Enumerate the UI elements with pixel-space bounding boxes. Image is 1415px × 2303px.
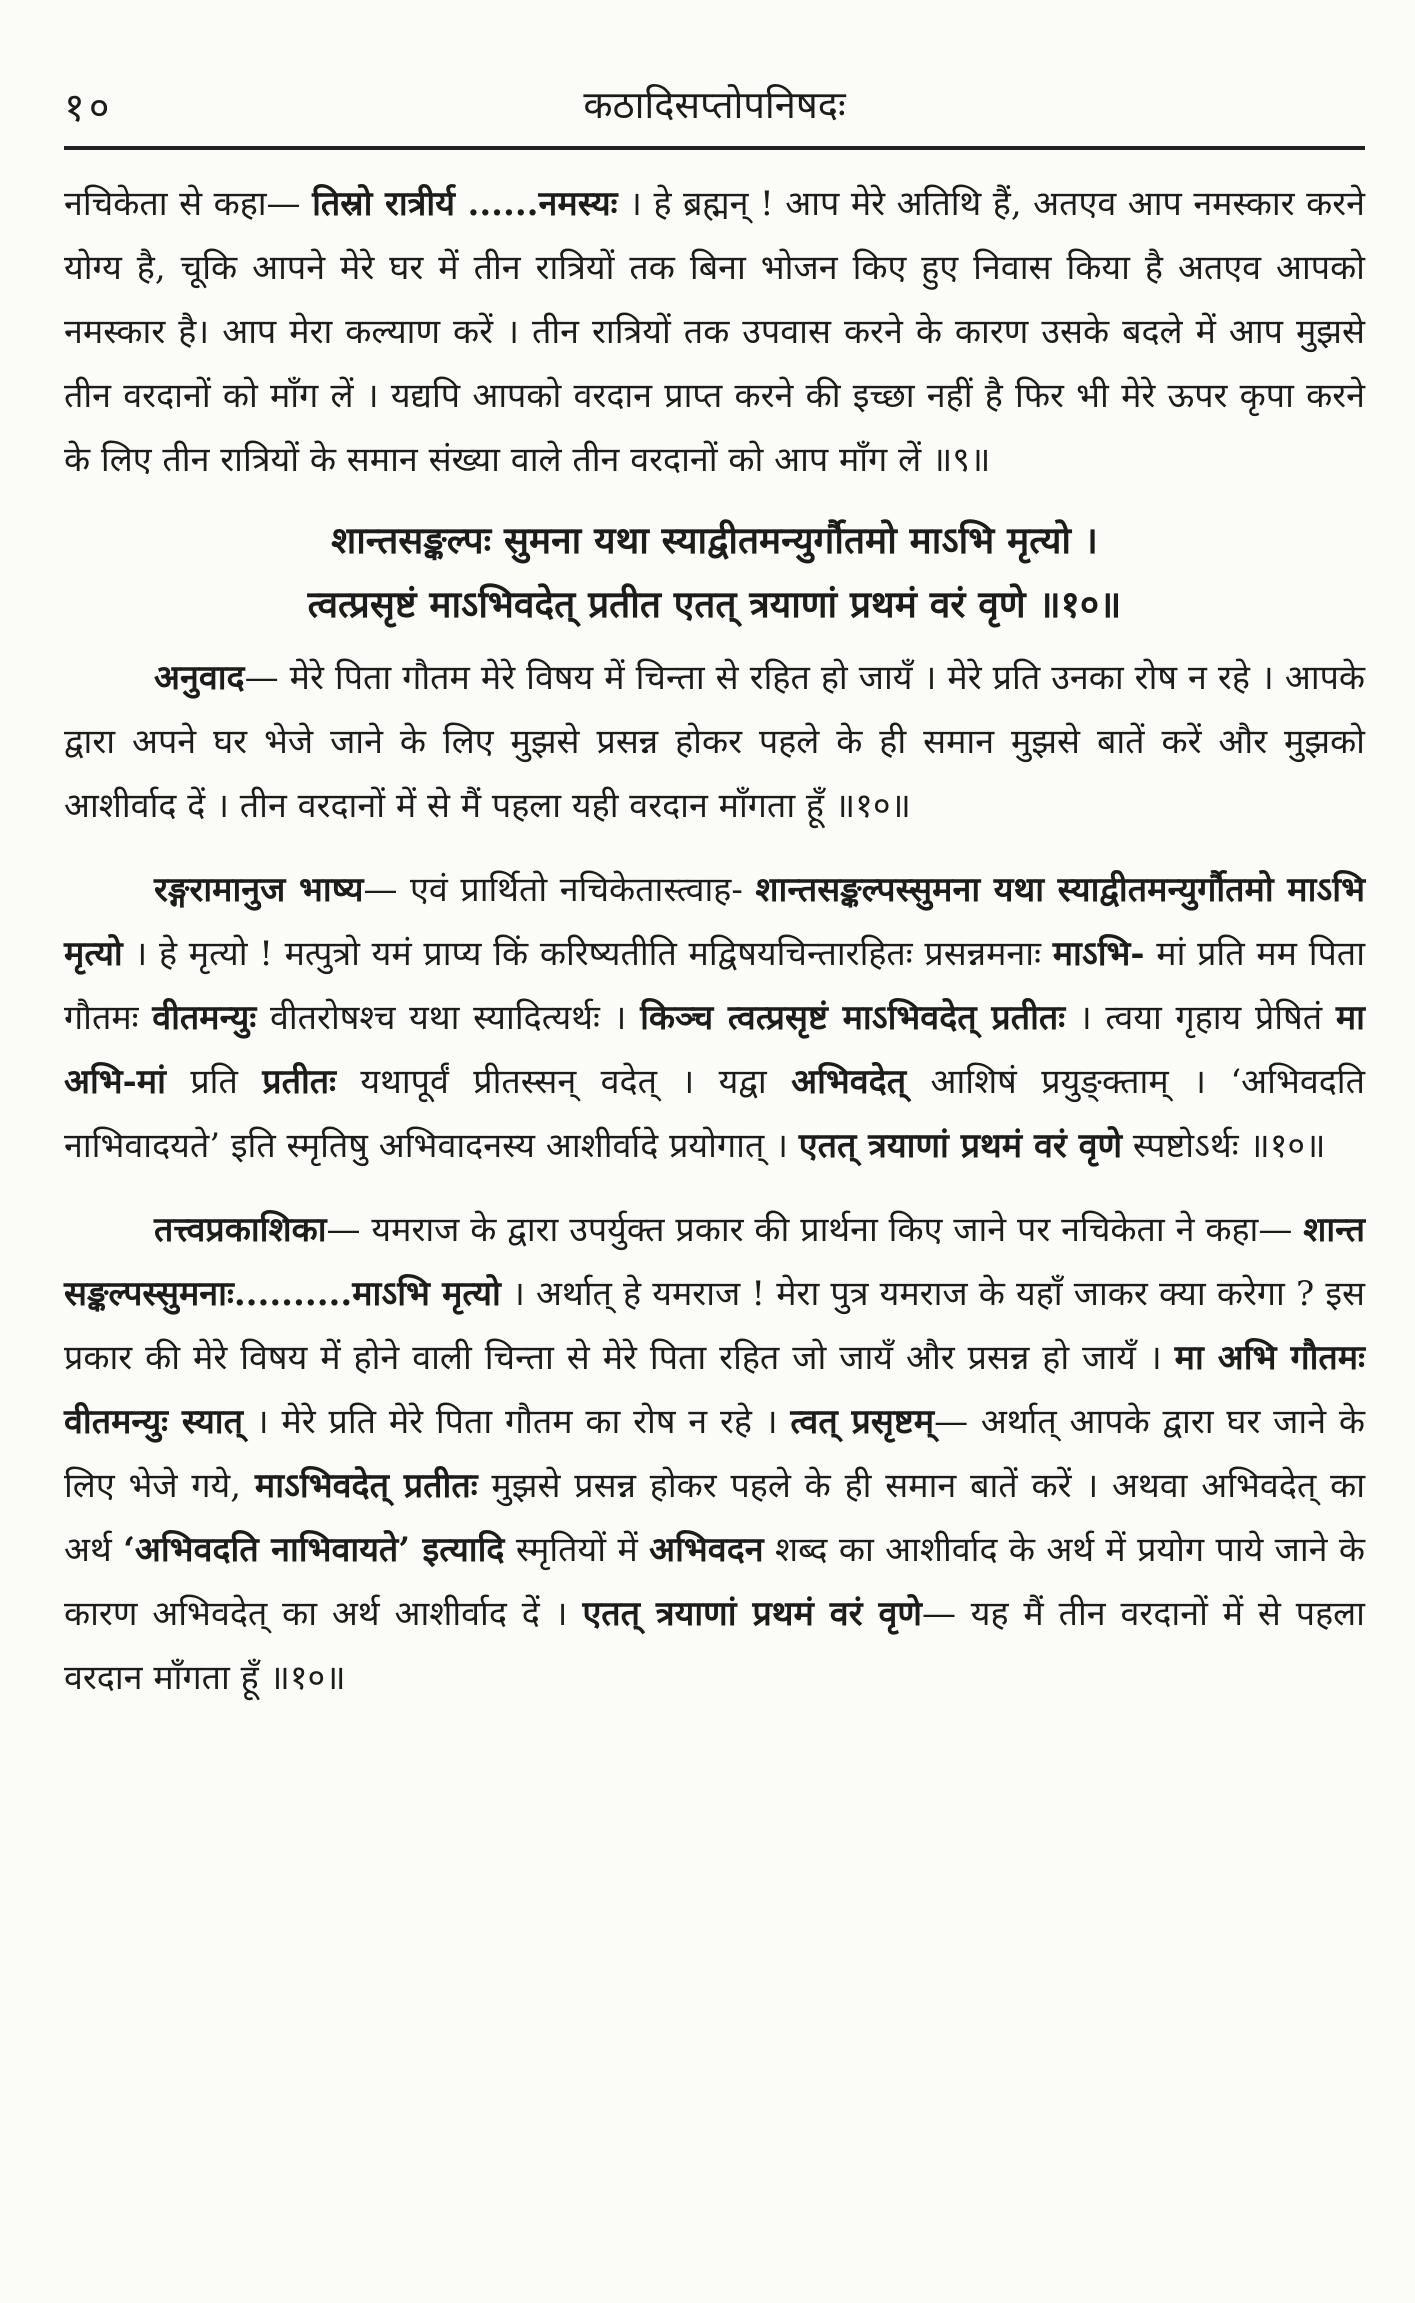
bhashya-text: — एवं प्रार्थितो नचिकेतास्त्वाह- bbox=[363, 870, 756, 910]
tattva-text: — यह मैं तीन वरदानों में से पहला वरदान माँगता हूँ ॥१०॥ bbox=[64, 1594, 1365, 1698]
paragraph-intro bbox=[64, 172, 1365, 492]
running-title: कठादिसप्तोपनिषदः bbox=[583, 83, 846, 127]
bhashya-bold: किञ्च त्वत्प्रसृष्टं माऽभिवदेत् प्रतीतः bbox=[640, 998, 1066, 1038]
anuvad-label: अनुवाद bbox=[154, 658, 245, 698]
page-header bbox=[64, 70, 1365, 146]
tattva-text: स्मृतियों में bbox=[504, 1530, 650, 1570]
header-rule bbox=[64, 146, 1365, 150]
bhashya-text: प्रति bbox=[165, 1062, 263, 1102]
verse-line-2: त्वत्प्रसृष्टं माऽभिवदेत् प्रतीत एतत् त्रयाणां प्रथमं वरं वृणे ॥१०॥ bbox=[307, 582, 1122, 626]
bhashya-text: स्पष्टोऽर्थः ॥१०॥ bbox=[1122, 1126, 1326, 1166]
page-number: १० bbox=[64, 85, 114, 131]
tattva-bold: अभिवदन bbox=[649, 1530, 764, 1570]
bhashya-text: यथापूर्वं प्रीतस्सन् वदेत् । यद्वा bbox=[336, 1062, 792, 1102]
tattva-bold: मा अभि गौतमः वीतमन्युः स्यात् bbox=[64, 1338, 1365, 1442]
intro-text-cont: । हे ब्रह्मन् ! आप मेरे अतिथि हैं, अतएव आप नमस्कार करने योग्य है, चूकि आपने मेरे घर में तीन रात्रियों तक बिना भोजन किए हुए निवास किया है अतएव आपको नमस्कार है। आप मेरा कल्याण करें । तीन रात्रियों तक उपवास करने के कारण उसके बदले में आप मुझसे तीन वरदानों को माँग लें । यद्यपि आपको वरदान प्राप्त करने की इच्छा नहीं है फिर भी मेरे ऊपर कृपा करने के लिए तीन रात्रियों के समान संख्या वाले तीन वरदानों को आप माँग लें ॥९॥ bbox=[64, 184, 1365, 480]
tattva-label: तत्त्वप्रकाशिका bbox=[154, 1210, 327, 1250]
bhashya-bold: मा अभि-मां bbox=[64, 998, 1365, 1102]
bhashya-bold: प्रतीतः bbox=[262, 1062, 337, 1102]
verse-line-1: शान्तसङ्कल्पः सुमना यथा स्याद्वीतमन्युर्गौतमो माऽभि मृत्यो । bbox=[331, 518, 1098, 562]
bhashya-label: रङ्गरामानुज भाष्य bbox=[154, 870, 364, 910]
tattva-text: मुझसे प्रसन्न होकर पहले के ही समान बातें करें । अथवा अभिवदेत् का अर्थ bbox=[64, 1466, 1365, 1570]
page-body bbox=[64, 172, 1365, 1710]
tattva-bold: शान्त सङ्कल्पस्सुमनाः..........माऽभि मृत्यो bbox=[64, 1210, 1365, 1314]
bhashya-bold: अभिवदेत् bbox=[791, 1062, 907, 1102]
paragraph-tattvaprakashika bbox=[64, 1198, 1365, 1710]
quoted-verse-fragment: तिस्रो रात्रीर्य ......नमस्यः bbox=[312, 184, 618, 224]
bhashya-bold: एतत् त्रयाणां प्रथमं वरं वृणे bbox=[798, 1126, 1123, 1166]
tattva-text: शब्द का आशीर्वाद के अर्थ में प्रयोग पाये जाने के कारण अभिवदेत् का अर्थ आशीर्वाद दें । bbox=[64, 1530, 1366, 1634]
bhashya-text: वीतरोषश्च यथा स्यादित्यर्थः । bbox=[256, 998, 641, 1038]
tattva-bold: त्वत् प्रसृष्टम् bbox=[790, 1402, 935, 1442]
bhashya-bold: शान्तसङ्कल्पस्सुमना यथा स्याद्वीतमन्युर्गौतमो माऽभि मृत्यो bbox=[64, 870, 1365, 974]
bhashya-text: । हे मृत्यो ! मत्पुत्रो यमं प्राप्य किं करिष्यतीति मद्विषयचिन्तारहितः प्रसन्नमनाः bbox=[122, 934, 1053, 974]
tattva-text: — अर्थात् आपके द्वारा घर जाने के लिए भेजे गये, bbox=[64, 1402, 1365, 1506]
intro-text: नचिकेता से कहा— bbox=[64, 184, 313, 224]
bhashya-bold: माऽभि- bbox=[1052, 934, 1145, 974]
tattva-bold: एतत् त्रयाणां प्रथमं वरं वृणे bbox=[582, 1594, 922, 1634]
tattva-text: । अर्थात् हे यमराज ! मेरा पुत्र यमराज के यहाँ जाकर क्या करेगा ? इस प्रकार की मेरे विषय में होने वाली चिन्ता से मेरे पिता रहित जो जायँ और प्रसन्न हो जायँ । bbox=[64, 1274, 1365, 1378]
sanskrit-verse bbox=[64, 508, 1365, 636]
tattva-text: — यमराज के द्वारा उपर्युक्त प्रकार की प्रार्थना किए जाने पर नचिकेता ने कहा— bbox=[326, 1210, 1304, 1250]
bhashya-text: आशिषं प्रयुङ्क्ताम् । ‘अभिवदति नाभिवादयते’ इति स्मृतिषु अभिवादनस्य आशीर्वादे प्रयोगात् । bbox=[64, 1062, 1365, 1166]
tattva-bold: माऽभिवदेत् प्रतीतः bbox=[254, 1466, 478, 1506]
bhashya-bold: वीतमन्युः bbox=[152, 998, 257, 1038]
anuvad-text: — मेरे पिता गौतम मेरे विषय में चिन्ता से रहित हो जायँ । मेरे प्रति उनका रोष न रहे । आपके द्वारा अपने घर भेजे जाने के लिए मुझसे प्रसन्न होकर पहले के ही समान मुझसे बातें करें और मुझको आशीर्वाद दें । तीन वरदानों में से मैं पहला यही वरदान माँगता हूँ ॥१०॥ bbox=[64, 658, 1365, 826]
bhashya-text: मां प्रति मम पिता गौतमः bbox=[64, 934, 1365, 1038]
tattva-bold: ‘अभिवदति नाभिवायते’ इत्यादि bbox=[123, 1530, 505, 1570]
paragraph-anuvad bbox=[64, 646, 1365, 838]
bhashya-text: । त्वया गृहाय प्रेषितं bbox=[1065, 998, 1336, 1038]
tattva-text: । मेरे प्रति मेरे पिता गौतम का रोष न रहे । bbox=[243, 1402, 791, 1442]
paragraph-bhashya bbox=[64, 858, 1365, 1178]
